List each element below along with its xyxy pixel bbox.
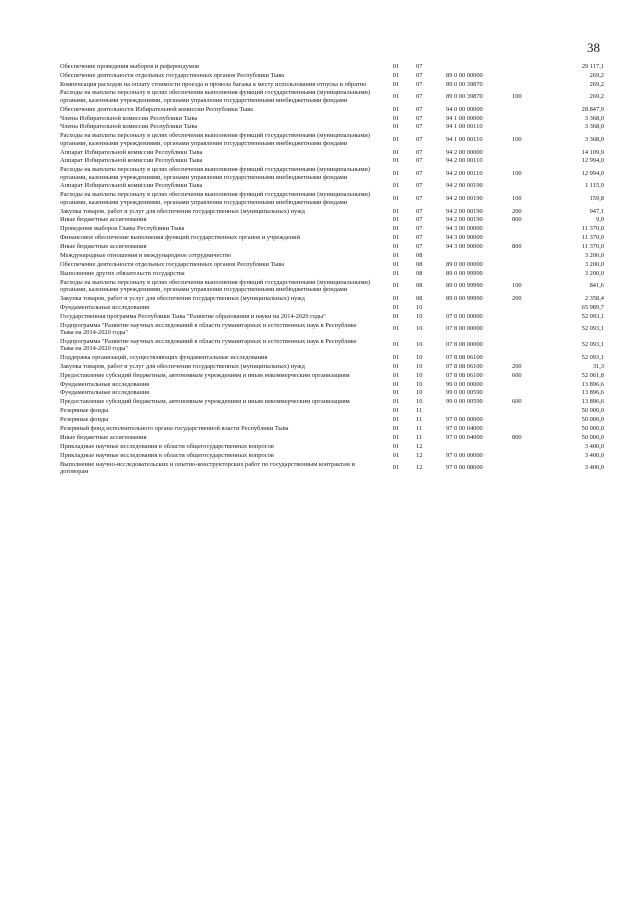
row-name: Расходы на выплаты персоналу в целях обеспечения выполнения функций государственными (муниципальными) органами, казенными учреждениями, органами управления государственными внебюджетными фондами [60,89,370,104]
row-subsection: 07 [416,93,423,101]
row-section: 01 [392,341,400,349]
row-expense-type: 100 [512,195,522,203]
table-row [60,123,604,132]
row-section: 01 [392,433,400,441]
row-subsection: 07 [416,195,423,203]
row-target-article: 97 0 00 08000 [446,464,483,472]
row-section: 01 [392,303,400,311]
row-section: 01 [392,216,400,224]
row-subsection: 11 [416,416,423,424]
row-target-article: 94 2 00 00190 [446,207,483,215]
row-expense-type [508,105,542,114]
row-subsection: 07 [416,243,423,251]
row-section: 01 [392,416,400,424]
row-expense-type: 200 [512,362,522,370]
row-amount: 3 368,0 [584,114,604,122]
row-target-article: 89 0 00 99990 [446,282,483,290]
row-expense-type [508,148,542,157]
row-expense-type [508,389,542,398]
table-row [60,269,604,278]
row-amount: 13 896,6 [581,398,604,406]
row-amount: 3 368,0 [584,123,604,131]
row-name: Поддержка организаций, осуществляющих фундаментальные исследования [60,353,268,361]
row-section: 01 [392,451,400,459]
row-name: Подпрограмма "Развитие научных исследований в области гуманитарных и естественных наук в Республике Тыва на 2014-2020 годы" [60,337,357,353]
row-subsection: 10 [416,303,423,311]
row-section: 01 [392,157,400,165]
table-row [60,294,604,303]
row-target-article: 94 0 00 00000 [446,105,483,113]
row-target-article: 94 3 00 90000 [446,243,483,251]
table-row [60,406,604,415]
row-target-article: 94 2 00 00190 [446,195,483,203]
row-expense-type: 800 [512,216,522,224]
row-name: Аппарат Избирательной комиссии Республики Тыва [60,182,203,190]
row-amount: 13 896,6 [581,389,604,397]
row-amount: 269,2 [589,93,604,101]
row-subsection: 10 [416,312,423,320]
row-section: 01 [392,464,400,472]
row-name: Предоставление субсидий бюджетным, автономным учреждениям и иным некоммерческим организациям [60,398,350,406]
row-name: Закупка товаров, работ и услуг для обеспечения государственных (муниципальных) нужд [60,294,305,302]
row-target-article [442,251,508,260]
row-amount: 269,2 [589,71,604,79]
row-amount: 65 989,7 [581,303,604,311]
row-name: Расходы на выплаты персоналу в целях обеспечения выполнения функций государственными (муниципальными) органами, казенными учреждениями, органами управления государственными внебюджетными фондами [60,166,370,181]
row-expense-type: 200 [512,207,522,215]
table-row [60,371,604,380]
row-subsection: 10 [416,380,423,388]
row-amount: 11 370,0 [581,225,604,233]
table-row [60,216,604,225]
table-row [60,71,604,80]
row-section: 01 [392,425,400,433]
row-section: 01 [392,114,400,122]
row-expense-type [508,415,542,424]
row-amount: 52 093,1 [581,353,604,361]
row-expense-type [508,353,542,362]
row-section: 01 [392,362,400,370]
row-expense-type [508,260,542,269]
table-row [60,389,604,398]
row-expense-type [508,123,542,132]
row-name: Иные бюджетные ассигнования [60,433,147,441]
row-expense-type [508,406,542,415]
row-name: Члены Избирательной комиссии Республики Тыва [60,114,198,122]
row-name: Расходы на выплаты персоналу в целях обеспечения выполнения функций государственными (муниципальными) органами, казенными учреждениями, органами управления государственными внебюджетными фондами [60,191,370,206]
row-name: Аппарат Избирательной комиссии Республики Тыва [60,157,203,165]
table-row [60,424,604,433]
row-target-article [442,303,508,312]
row-name: Расходы на выплаты персоналу в целях обеспечения выполнения функций государственными (муниципальными) органами, казенными учреждениями, органами управления государственными внебюджетными фондами [60,132,370,147]
row-expense-type [508,182,542,191]
row-name: Обеспечение деятельности Избирательной комиссии Республики Тыва [60,105,253,113]
table-row [60,166,604,182]
row-section: 01 [392,225,400,233]
row-expense-type [508,71,542,80]
row-expense-type [508,251,542,260]
row-expense-type: 600 [512,371,522,379]
row-subsection: 11 [416,425,423,433]
row-expense-type [508,312,542,321]
row-target-article: 89 0 00 00000 [446,260,483,268]
row-subsection: 10 [416,389,423,397]
table-row [60,80,604,89]
row-target-article: 94 1 00 00110 [446,135,483,143]
row-target-article: 97 0 00 04000 [446,425,483,433]
row-subsection: 07 [416,169,423,177]
table-row [60,312,604,321]
table-row [60,260,604,269]
row-name: Резервные фонды [60,407,109,415]
row-expense-type: 100 [512,135,522,143]
row-name: Выполнение других обязательств государства [60,269,185,277]
page-number: 38 [587,40,600,55]
row-target-article: 97 0 00 00000 [446,451,483,459]
row-section: 01 [392,243,400,251]
row-subsection: 10 [416,341,423,349]
row-expense-type [508,442,542,451]
row-expense-type: 100 [512,169,522,177]
row-target-article: 94 2 00 00190 [446,216,483,224]
row-name: Государственная программа Республики Тыва "Развитие образования и науки на 2014-2020 годы" [60,312,326,320]
row-target-article: 94 3 00 00000 [446,225,483,233]
row-section: 01 [392,105,400,113]
row-target-article: 97 0 00 00000 [446,416,483,424]
row-amount: 3 400,0 [584,451,604,459]
row-name: Фундаментальные исследования [60,389,150,397]
row-amount: 3 400,0 [584,442,604,450]
row-name: Резервный фонд исполнительного органа государственной власти Республики Тыва [60,425,289,433]
table-row [60,321,604,337]
row-subsection: 07 [416,62,423,70]
row-name: Фундаментальные исследования [60,303,150,311]
table-row [60,207,604,216]
table-row [60,182,604,191]
row-subsection: 08 [416,269,423,277]
row-name: Закупка товаров, работ и услуг для обеспечения государственных (муниципальных) нужд [60,207,305,215]
row-name: Резервные фонды [60,416,109,424]
row-target-article: 07 8 08 00000 [446,341,483,349]
table-row [60,362,604,371]
row-expense-type [508,380,542,389]
row-subsection: 07 [416,157,423,165]
table-row [60,278,604,294]
row-section: 01 [392,182,400,190]
row-section: 01 [392,93,400,101]
row-expense-type [508,460,542,476]
row-amount: 31,3 [592,362,604,370]
row-subsection: 12 [416,464,423,472]
row-section: 01 [392,312,400,320]
row-target-article: 07 8 08 06100 [446,362,483,370]
budget-table [60,62,604,476]
row-amount: 12 994,0 [581,157,604,165]
row-section: 01 [392,389,400,397]
table-row [60,89,604,105]
row-section: 01 [392,407,400,415]
row-name: Прикладные научные исследования в области общегосударственных вопросов [60,442,274,450]
row-subsection: 07 [416,234,423,242]
row-name: Подпрограмма "Развитие научных исследований в области гуманитарных и естественных наук в Республике Тыва на 2014-2020 годы" [60,321,357,336]
table-row [60,225,604,234]
row-name: Международные отношения и международное сотрудничество [60,252,232,260]
row-amount: 3 200,0 [584,260,604,268]
row-expense-type [508,114,542,123]
row-section: 01 [392,62,400,70]
row-section: 01 [392,195,400,203]
table-row [60,242,604,251]
row-target-article: 07 8 08 06100 [446,371,483,379]
row-name: Финансовое обеспечение выполнения функций государственных органов и учреждений [60,234,301,242]
row-amount: 52 061,8 [581,371,604,379]
row-section: 01 [392,135,400,143]
row-target-article [442,442,508,451]
row-name: Закупка товаров, работ и услуг для обеспечения государственных (муниципальных) нужд [60,362,305,370]
row-section: 01 [392,442,400,450]
table-row [60,251,604,260]
row-amount: 841,6 [589,282,604,290]
row-name: Аппарат Избирательной комиссии Республики Тыва [60,148,203,156]
row-expense-type [508,62,542,71]
row-name: Иные бюджетные ассигнования [60,243,147,251]
row-target-article: 99 0 00 00590 [446,389,483,397]
row-target-article: 94 2 00 00190 [446,182,483,190]
row-amount: 947,1 [589,207,604,215]
row-subsection: 07 [416,80,423,88]
row-section: 01 [392,282,400,290]
row-subsection: 07 [416,225,423,233]
row-target-article: 94 1 00 00000 [446,114,483,122]
row-amount: 50 000,0 [581,416,604,424]
row-subsection: 10 [416,371,423,379]
row-target-article [442,62,508,71]
row-amount: 3 200,0 [584,269,604,277]
row-name: Расходы на выплаты персоналу в целях обеспечения выполнения функций государственными (муниципальными) органами, казенными учреждениями, органами управления государственными внебюджетными фондами [60,278,370,293]
row-name: Проведение выборов Главы Республики Тыва [60,225,185,233]
row-section: 01 [392,380,400,388]
row-expense-type: 100 [512,93,522,101]
row-section: 01 [392,169,400,177]
row-section: 01 [392,294,400,302]
row-section: 01 [392,353,400,361]
row-target-article: 94 2 00 00110 [446,169,483,177]
row-expense-type: 100 [512,282,522,290]
row-amount: 28 847,9 [581,105,604,113]
row-section: 01 [392,398,400,406]
row-target-article [442,406,508,415]
row-amount: 2 358,4 [584,294,604,302]
table-row [60,398,604,407]
row-amount: 159,8 [589,195,604,203]
row-name: Члены Избирательной комиссии Республики Тыва [60,123,198,131]
table-row [60,415,604,424]
row-amount: 3 368,0 [584,135,604,143]
row-section: 01 [392,269,400,277]
row-subsection: 07 [416,182,423,190]
row-expense-type: 800 [512,243,522,251]
row-target-article: 94 2 00 00000 [446,148,483,156]
row-amount: 3 200,0 [584,252,604,260]
row-name: Компенсация расходов на оплату стоимости проезда и провоза багажа к месту использования отпуска и обратно [60,80,367,88]
row-target-article: 99 0 00 00000 [446,380,483,388]
row-subsection: 12 [416,442,423,450]
table-row [60,353,604,362]
row-section: 01 [392,148,400,156]
row-subsection: 07 [416,114,423,122]
table-row [60,303,604,312]
row-amount: 9,0 [596,216,604,224]
row-expense-type [508,269,542,278]
row-amount: 52 093,1 [581,312,604,320]
row-expense-type [508,233,542,242]
row-section: 01 [392,371,400,379]
row-amount: 11 370,0 [581,243,604,251]
row-expense-type: 600 [512,398,522,406]
row-target-article: 97 0 00 04000 [446,433,483,441]
row-target-article: 89 0 00 99990 [446,269,483,277]
row-amount: 3 400,0 [584,464,604,472]
row-amount: 269,2 [589,80,604,88]
row-section: 01 [392,123,400,131]
table-row [60,380,604,389]
row-subsection: 11 [416,407,423,415]
row-expense-type [508,337,542,353]
table-row [60,442,604,451]
table-row [60,233,604,242]
row-name: Обеспечение деятельности отдельных государственных органов Республики Тыва [60,260,285,268]
row-subsection: 10 [416,362,423,370]
table-row [60,337,604,353]
row-name: Прикладные научные исследования в области общегосударственных вопросов [60,451,274,459]
row-section: 01 [392,207,400,215]
row-section: 01 [392,252,400,260]
row-name: Выполнение научно-исследовательских и опытно-конструкторских работ по государственным контрактам и договорам [60,460,355,475]
row-amount: 50 000,0 [581,425,604,433]
row-target-article: 94 3 00 90000 [446,234,483,242]
row-subsection: 08 [416,282,423,290]
row-subsection: 08 [416,294,423,302]
row-name: Предоставление субсидий бюджетным, автономным учреждениям и иным некоммерческим организациям [60,371,350,379]
row-section: 01 [392,71,400,79]
row-target-article: 89 0 00 99990 [446,294,483,302]
row-subsection: 08 [416,260,423,268]
row-subsection: 07 [416,71,423,79]
row-name: Фундаментальные исследования [60,380,150,388]
row-subsection: 07 [416,135,423,143]
row-amount: 14 109,9 [581,148,604,156]
row-expense-type [508,303,542,312]
row-subsection: 12 [416,451,423,459]
row-target-article: 07 0 00 00000 [446,312,483,320]
row-amount: 29 117,1 [581,62,604,70]
table-row [60,433,604,442]
table-row [60,132,604,148]
row-target-article: 89 0 00 39870 [446,93,483,101]
row-expense-type [508,80,542,89]
row-expense-type [508,451,542,460]
row-subsection: 07 [416,105,423,113]
row-section: 01 [392,325,400,333]
budget-table-body [60,62,604,476]
row-subsection: 10 [416,325,423,333]
row-amount: 50 000,0 [581,433,604,441]
row-target-article: 07 8 08 06100 [446,353,483,361]
budget-table-container [60,62,604,476]
row-subsection: 07 [416,123,423,131]
row-subsection: 07 [416,216,423,224]
row-section: 01 [392,260,400,268]
row-name: Иные бюджетные ассигнования [60,216,147,224]
row-expense-type: 800 [512,433,522,441]
row-amount: 52 093,1 [581,341,604,349]
row-subsection: 07 [416,148,423,156]
row-amount: 11 370,0 [581,234,604,242]
row-name: Обеспечение деятельности отдельных государственных органов Республики Тыва [60,71,285,79]
table-row [60,451,604,460]
row-amount: 52 093,1 [581,325,604,333]
table-row [60,157,604,166]
row-amount: 1 115,9 [585,182,604,190]
row-section: 01 [392,234,400,242]
table-row [60,148,604,157]
row-subsection: 07 [416,207,423,215]
row-subsection: 10 [416,398,423,406]
row-target-article: 94 1 00 00110 [446,123,483,131]
table-row [60,62,604,71]
row-name: Обеспечение проведения выборов и референдумов [60,62,199,70]
row-expense-type [508,321,542,337]
row-expense-type [508,225,542,234]
row-expense-type [508,424,542,433]
table-row [60,460,604,476]
table-row [60,191,604,207]
row-subsection: 10 [416,353,423,361]
row-target-article: 94 2 00 00110 [446,157,483,165]
row-target-article: 89 0 00 00000 [446,71,483,79]
row-amount: 12 994,0 [581,169,604,177]
row-expense-type: 200 [512,294,522,302]
table-row [60,114,604,123]
row-expense-type [508,157,542,166]
row-amount: 50 000,0 [581,407,604,415]
row-target-article: 89 0 00 39870 [446,80,483,88]
table-row [60,105,604,114]
row-section: 01 [392,80,400,88]
row-subsection: 11 [416,433,423,441]
row-target-article: 99 0 00 00590 [446,398,483,406]
row-amount: 13 896,6 [581,380,604,388]
row-target-article: 07 8 00 00000 [446,325,483,333]
row-subsection: 08 [416,252,423,260]
